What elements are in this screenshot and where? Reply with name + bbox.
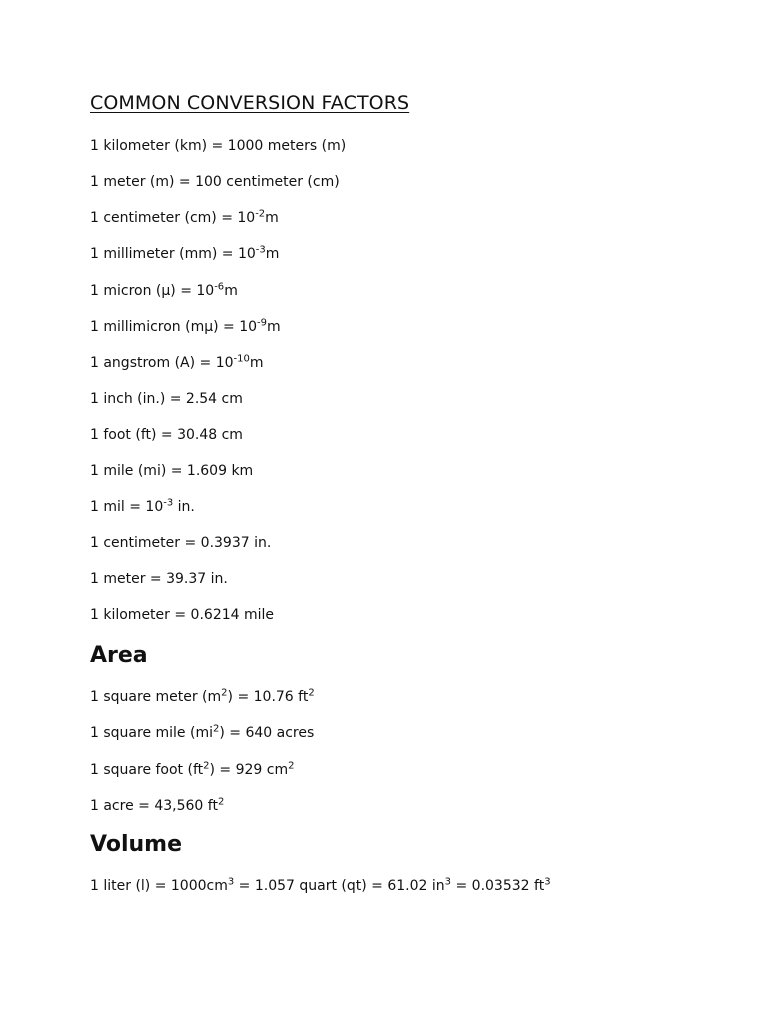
length-line-6: 1 millimicron $(m\mu) = 10^{-9}m$ [90, 317, 281, 335]
length-line-13: 1 meter = 39.37 in. [90, 571, 228, 587]
area-line-3: 1 square foot $(ft^2) = 929$ $cm^2$ [90, 760, 295, 778]
length-line-14: 1 kilometer = 0.6214 mile [90, 607, 275, 623]
page-title: COMMON CONVERSION FACTORS [90, 92, 410, 114]
length-line-2: 1 meter (m) = 100 centimeter (cm) [90, 174, 340, 190]
length-line-1: 1 kilometer (km) = 1000 meters (m) [90, 138, 347, 154]
area-line-4: 1 acre = 43,560 $ft^2$ [90, 796, 225, 814]
volume-heading: Volume [90, 832, 182, 857]
length-line-5: 1 micron $(\mu) = 10^{-6}m$ [90, 281, 238, 299]
length-line-4: 1 millimeter $(mm) = 10^{-3}m$ [90, 244, 280, 262]
area-line-1: 1 square meter $(m^2) = 10.76$ $ft^2$ [90, 687, 315, 705]
length-line-7: 1 angstrom $(A) = 10^{-10}m$ [90, 353, 264, 371]
length-line-3: 1 centimeter $(cm) = 10^{-2}m$ [90, 208, 279, 226]
length-line-11: 1 mil = $10^{-3}$ in. [90, 497, 195, 515]
length-line-8: 1 inch (in.) = 2.54 cm [90, 391, 243, 407]
volume-line-1: 1 liter $(l) = 1000cm^3 = 1.057$ quart (qt) = 61.02 $in^3 = 0.03532$ $ft^3$ [90, 876, 551, 894]
length-line-9: 1 foot (ft) = 30.48 cm [90, 427, 243, 443]
length-line-12: 1 centimeter = 0.3937 in. [90, 535, 272, 551]
area-line-2: 1 square mile $(mi^2) = 640$ acres [90, 723, 315, 741]
area-heading: Area [90, 643, 148, 668]
length-line-10: 1 mile (mi) = 1.609 km [90, 463, 254, 479]
